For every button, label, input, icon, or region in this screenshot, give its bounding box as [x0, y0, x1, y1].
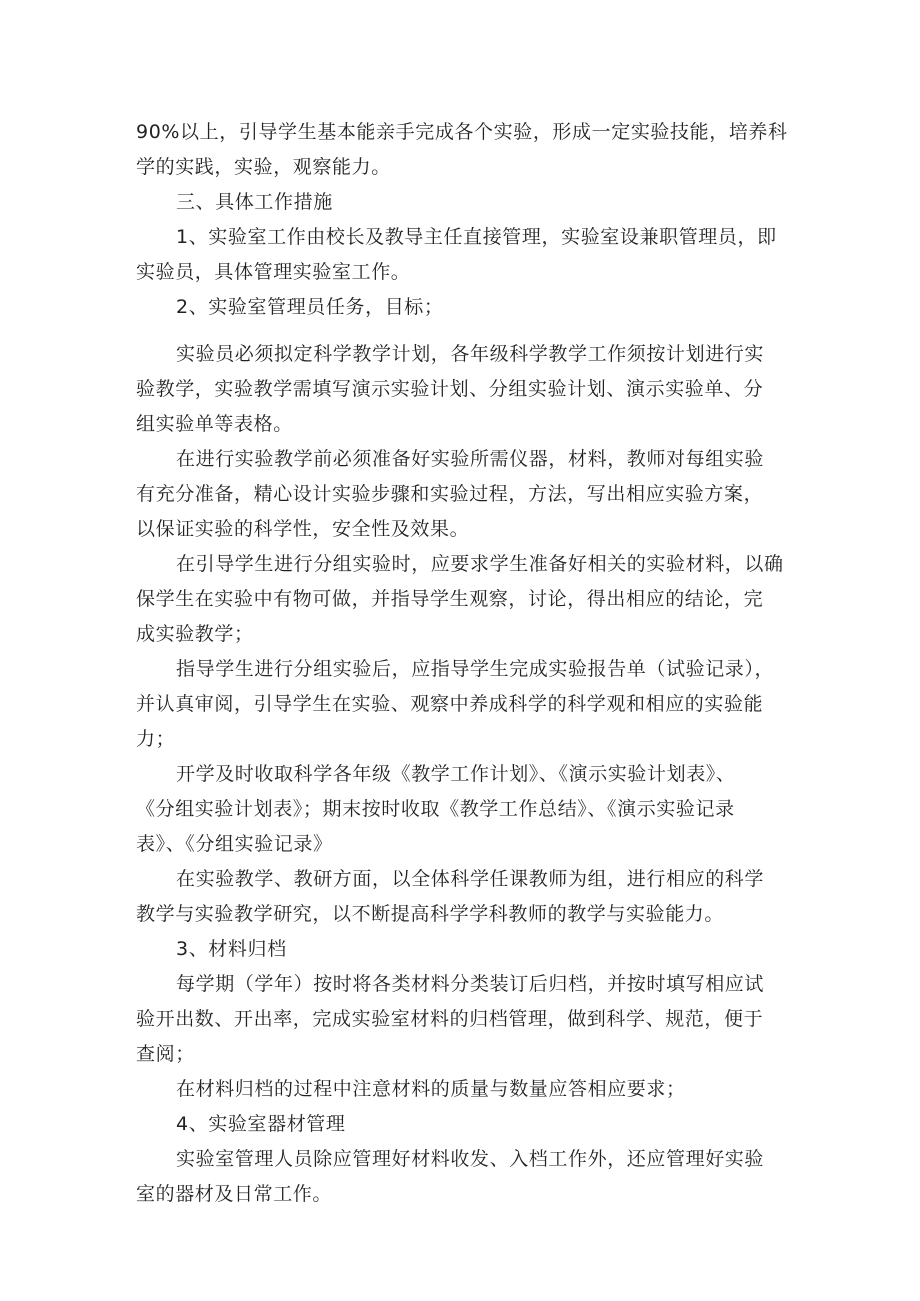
para-archiving-quality [136, 1072, 786, 1107]
text-line: 在进行实验教学前必须准备好实验所需仪器，材料，教师对每组实验 [176, 448, 765, 470]
item-3-archiving [136, 932, 786, 967]
text-line: 4、实验室器材管理 [176, 1113, 346, 1135]
para-intro-continued [136, 115, 786, 185]
text-line: 验开出数、开出率，完成实验室材料的归档管理，做到科学、规范，便于 [136, 1008, 764, 1030]
text-line: 学的实践，实验，观察能力。 [136, 156, 391, 178]
text-line: 室的器材及日常工作。 [136, 1183, 333, 1205]
text-line: 在材料归档的过程中注意材料的质量与数量应答相应要求； [176, 1078, 686, 1100]
text-line: 在引导学生进行分组实验时，应要求学生准备好相关的实验材料，以确 [176, 553, 784, 575]
text-line: 每学期（学年）按时将各类材料分类装订后归档，并按时填写相应试 [176, 973, 765, 995]
text-line: 实验员，具体管理实验室工作。 [136, 261, 411, 283]
text-line: 验教学，实验教学需填写演示实验计划、分组实验计划、演示实验单、分 [136, 378, 764, 400]
text-line: 成实验教学； [136, 623, 254, 645]
section-heading-measures [136, 185, 786, 220]
text-line: 1、实验室工作由校长及教导主任直接管理，实验室设兼职管理员，即 [176, 226, 777, 248]
text-line: 90%以上，引导学生基本能亲手完成各个实验，形成一定实验技能，培养科 [136, 121, 788, 143]
para-collect-plans [136, 757, 786, 862]
text-line: 以保证实验的科学性，安全性及效果。 [136, 518, 470, 540]
text-line: 表》、《分组实验记录》 [136, 833, 333, 855]
para-research [136, 862, 786, 932]
text-line: 在实验教学、教研方面，以全体科学任课教师为组，进行相应的科学 [176, 868, 765, 890]
text-line: 并认真审阅，引导学生在实验、观察中养成科学的科学观和相应的实验能 [136, 693, 764, 715]
text-line: 2、实验室管理员任务，目标； [176, 296, 444, 318]
para-report [136, 652, 786, 757]
text-line: 3、材料归档 [176, 938, 287, 960]
paragraph-gap [136, 325, 786, 337]
text-line: 三、具体工作措施 [176, 191, 333, 213]
para-group-experiment [136, 547, 786, 652]
item-4-equipment [136, 1107, 786, 1142]
item-1-management [136, 220, 786, 290]
text-line: 组实验单等表格。 [136, 413, 293, 435]
text-line: 力； [136, 728, 176, 750]
text-line: 指导学生进行分组实验后，应指导学生完成实验报告单（试验记录）， [176, 658, 775, 680]
para-teaching-plan [136, 337, 786, 442]
text-line: 实验员必须拟定科学教学计划，各年级科学教学工作须按计划进行实 [176, 343, 765, 365]
para-semester-archiving [136, 967, 786, 1072]
para-equipment-duties [136, 1142, 786, 1212]
document-page [136, 115, 786, 1212]
para-preparation [136, 442, 786, 547]
item-2-tasks [136, 290, 786, 325]
text-line: 《分组实验计划表》；期末按时收取《教学工作总结》、《演示实验记录 [136, 798, 735, 820]
text-line: 开学及时收取科学各年级《教学工作计划》、《演示实验计划表》、 [176, 763, 736, 785]
text-line: 查阅； [136, 1043, 195, 1065]
text-line: 实验室管理人员除应管理好材料收发、入档工作外，还应管理好实验 [176, 1148, 765, 1170]
text-line: 有充分准备，精心设计实验步骤和实验过程，方法，写出相应实验方案， [136, 483, 764, 505]
text-line: 保学生在实验中有物可做，并指导学生观察，讨论，得出相应的结论，完 [136, 588, 764, 610]
text-line: 教学与实验教学研究，以不断提高科学学科教师的教学与实验能力。 [136, 903, 725, 925]
